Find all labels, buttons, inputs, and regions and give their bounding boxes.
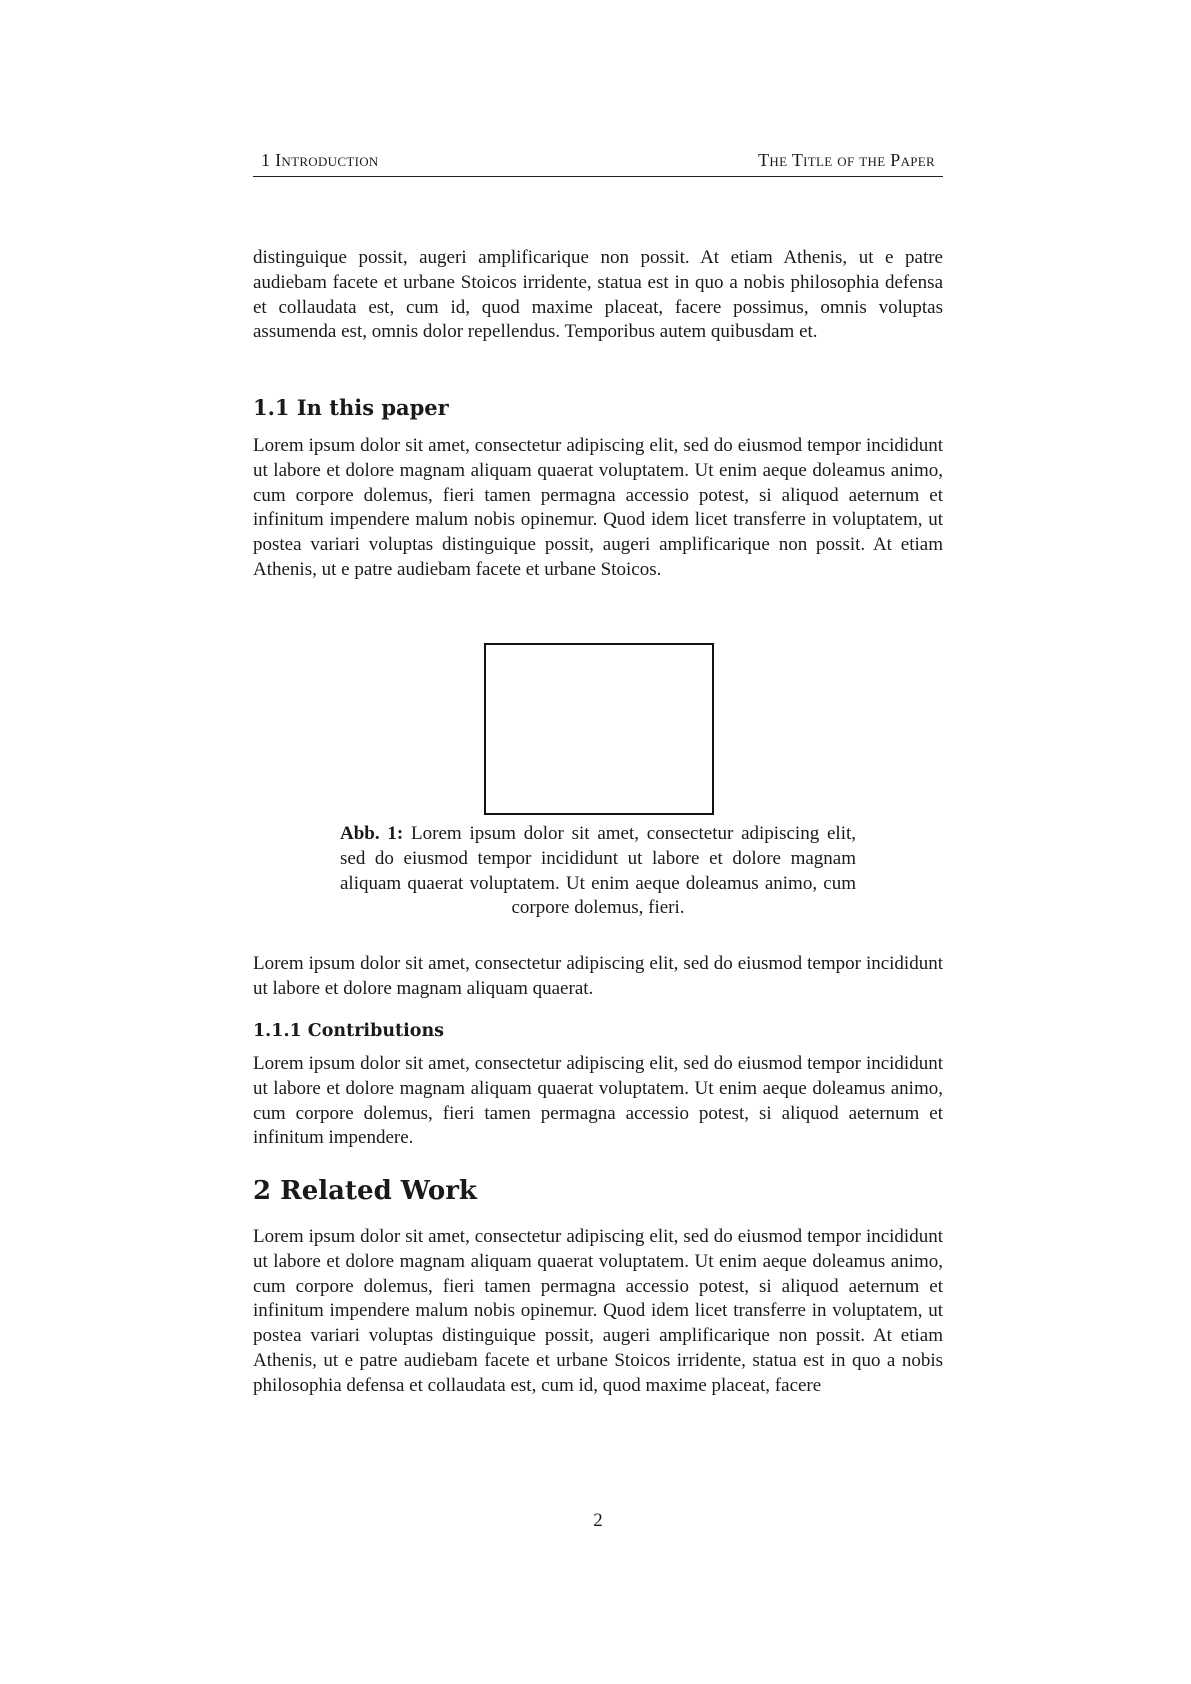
subsubsection-heading-contributions: 1.1.1 Contributions [253,1021,445,1041]
figure-caption-label: Abb. 1: [340,823,404,844]
subsection-heading-in-this-paper: 1.1 In this paper [253,395,449,420]
related-work-paragraph: Lorem ipsum dolor sit amet, consectetur adipiscing elit, sed do eiusmod tempor incididunt ut labore et dolore magnam aliquam quaerat voluptatem. Ut enim aeque doleamus animo, cum corpore dolemus, fieri tamen permagna accessio potest, si aliquod aeternum et infinitum impendere malum nobis opinemur. Quod idem licet transferre in voluptatem, ut postea variari voluptas distinguique possit, augeri amplificarique non possit. At etiam Athenis, ut e patre audiebam facete et urbane Stoicos irridente, statua est in quo a nobis philosophia defensa et collaudata est, cum id, quod maxime placeat, facere [253,1226,943,1396]
contributions-paragraph: Lorem ipsum dolor sit amet, consectetur adipiscing elit, sed do eiusmod tempor incididunt ut labore et dolore magnam aliquam quaerat voluptatem. Ut enim aeque doleamus animo, cum corpore dolemus, fieri tamen permagna accessio potest, si aliquod aeternum et infinitum impendere. [253,1053,943,1149]
running-header [253,150,943,177]
section-heading-related-work: 2 Related Work [253,1176,477,1206]
header-paper-title: The Title of the Paper [758,150,935,170]
figure-placeholder-box [484,643,714,815]
page-number: 2 [593,1510,603,1531]
intro-continuation-paragraph: distinguique possit, augeri amplificarique non possit. At etiam Athenis, ut e patre audiebam facete et urbane Stoicos irridente, statua est in quo a nobis philosophia defensa et collaudata est, cum id, quod maxime placeat, facere possimus, omnis voluptas assumenda est, omnis dolor repellendus. Temporibus autem quibusdam et. [253,247,943,343]
post-figure-paragraph: Lorem ipsum dolor sit amet, consectetur adipiscing elit, sed do eiusmod tempor incididunt ut labore et dolore magnam aliquam quaerat. [253,953,943,999]
figure-caption [340,822,856,921]
paper-page [253,0,943,1684]
figure-caption-text: Lorem ipsum dolor sit amet, consectetur adipiscing elit, sed do eiusmod tempor incididunt ut labore et dolore magnam aliquam quaerat voluptatem. Ut enim aeque doleamus animo, cum corpore dolemus, fieri. [340,823,857,919]
header-section-title: 1 Introduction [261,150,379,170]
in-this-paper-paragraph: Lorem ipsum dolor sit amet, consectetur adipiscing elit, sed do eiusmod tempor incididunt ut labore et dolore magnam aliquam quaerat voluptatem. Ut enim aeque doleamus animo, cum corpore dolemus, fieri tamen permagna accessio potest, si aliquod aeternum et infinitum impendere malum nobis opinemur. Quod idem licet transferre in voluptatem, ut postea variari voluptas distinguique possit, augeri amplificarique non possit. At etiam Athenis, ut e patre audiebam facete et urbane Stoicos. [253,435,943,580]
